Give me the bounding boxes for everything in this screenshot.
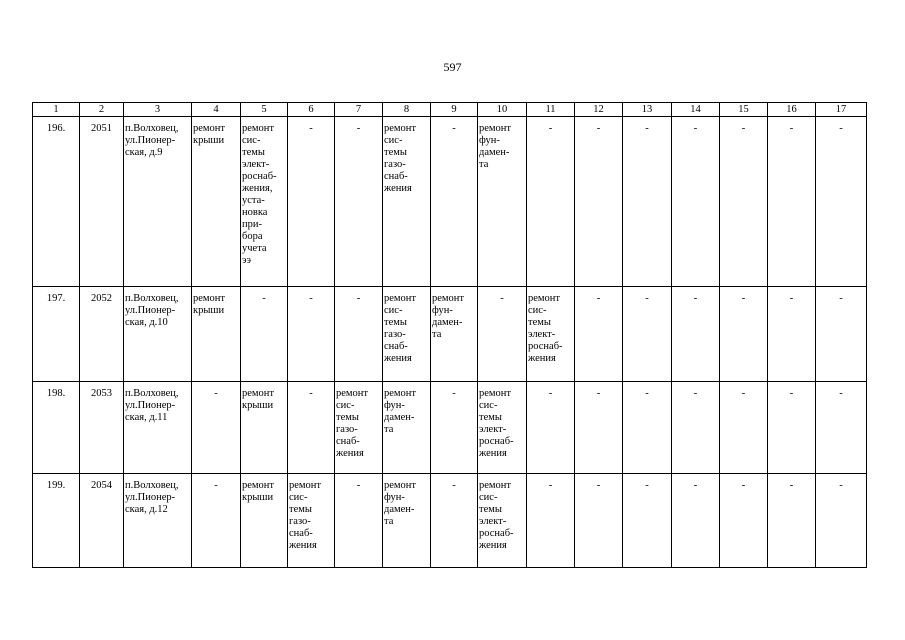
table-cell xyxy=(33,382,80,474)
table-cell xyxy=(335,287,383,382)
table-cell xyxy=(288,287,335,382)
cell-text: - xyxy=(693,123,698,134)
cell-text: - xyxy=(693,388,698,399)
table-cell xyxy=(478,474,527,568)
table-cell xyxy=(431,382,478,474)
column-header: 14 xyxy=(672,103,720,117)
column-header: 16 xyxy=(768,103,816,117)
table-cell xyxy=(816,382,867,474)
cell-text: - xyxy=(500,293,504,304)
table-cell xyxy=(527,382,575,474)
cell-text: - xyxy=(789,123,794,134)
table-cell xyxy=(288,382,335,474)
table-row xyxy=(33,287,867,382)
cell-text: ремонт сис- темы газо- снаб- жения xyxy=(384,293,417,364)
table-cell xyxy=(768,474,816,568)
column-header: 8 xyxy=(383,103,431,117)
cell-text: - xyxy=(789,388,794,399)
table-cell xyxy=(80,474,124,568)
table-cell xyxy=(623,474,672,568)
cell-text: - xyxy=(741,123,746,134)
cell-text: - xyxy=(596,123,601,134)
table-cell xyxy=(720,287,768,382)
header-row xyxy=(33,103,867,117)
table-cell xyxy=(335,474,383,568)
cell-text: - xyxy=(645,123,649,134)
table-cell xyxy=(575,474,623,568)
cell-text: - xyxy=(214,480,218,491)
cell-text: - xyxy=(356,123,361,134)
table-cell xyxy=(816,287,867,382)
cell-text: - xyxy=(839,480,843,491)
table-cell xyxy=(33,474,80,568)
cell-text: 198. xyxy=(46,388,66,399)
cell-text: 199. xyxy=(46,480,66,491)
table-cell xyxy=(575,117,623,287)
table-cell xyxy=(816,474,867,568)
cell-text: 2051 xyxy=(91,123,112,134)
cell-text: - xyxy=(741,388,746,399)
table-cell xyxy=(241,474,288,568)
column-header: 9 xyxy=(431,103,478,117)
table-cell xyxy=(383,382,431,474)
cell-text: - xyxy=(693,480,698,491)
cell-text: ремонт сис- темы газо- снаб- жения xyxy=(384,123,417,194)
cell-text: - xyxy=(309,123,313,134)
cell-text: - xyxy=(693,293,698,304)
cell-text: - xyxy=(789,293,794,304)
table-cell xyxy=(335,117,383,287)
table-cell xyxy=(33,117,80,287)
cell-text: - xyxy=(645,388,649,399)
column-header: 11 xyxy=(527,103,575,117)
cell-text: - xyxy=(596,388,601,399)
table-cell xyxy=(527,287,575,382)
cell-text: - xyxy=(452,388,456,399)
table-cell xyxy=(816,117,867,287)
table-cell xyxy=(672,382,720,474)
table-cell xyxy=(241,287,288,382)
cell-text: - xyxy=(596,293,601,304)
cell-text: ремонт фун- дамен- та xyxy=(432,293,465,340)
table-cell xyxy=(192,117,241,287)
table-cell xyxy=(720,117,768,287)
table-cell xyxy=(431,474,478,568)
table-cell xyxy=(383,117,431,287)
table-cell xyxy=(478,382,527,474)
cell-text: 2052 xyxy=(91,293,112,304)
work-schedule-table xyxy=(32,102,867,568)
cell-text: - xyxy=(309,388,313,399)
table-cell xyxy=(478,287,527,382)
table-cell xyxy=(192,287,241,382)
table-cell xyxy=(383,474,431,568)
column-header: 5 xyxy=(241,103,288,117)
table-cell xyxy=(124,117,192,287)
cell-text: - xyxy=(645,293,649,304)
column-header: 1 xyxy=(33,103,80,117)
table-row xyxy=(33,382,867,474)
cell-text: - xyxy=(839,123,843,134)
cell-text: - xyxy=(596,480,601,491)
column-header: 6 xyxy=(288,103,335,117)
cell-text: - xyxy=(789,480,794,491)
cell-text: ремонт сис- темы элект- роснаб- жения xyxy=(528,293,563,364)
table-cell xyxy=(80,287,124,382)
cell-text: 196. xyxy=(46,123,66,134)
cell-text: - xyxy=(548,388,553,399)
table-cell xyxy=(288,474,335,568)
table-cell xyxy=(383,287,431,382)
table-cell xyxy=(623,382,672,474)
column-header: 2 xyxy=(80,103,124,117)
cell-text: - xyxy=(741,293,746,304)
cell-text: ремонт крыши xyxy=(193,293,226,316)
cell-text: - xyxy=(548,123,553,134)
table-cell xyxy=(527,117,575,287)
cell-text: ремонт сис- темы газо- снаб- жения xyxy=(289,480,322,551)
cell-text: ремонт сис- темы элект- роснаб- жения, уста- новка при- бора учета ээ xyxy=(242,123,277,266)
cell-text: ремонт крыши xyxy=(242,388,275,411)
cell-text: ремонт сис- темы газо- снаб- жения xyxy=(336,388,369,459)
cell-text: 197. xyxy=(46,293,66,304)
table-cell xyxy=(33,287,80,382)
cell-text: - xyxy=(452,123,456,134)
table-row xyxy=(33,474,867,568)
table-cell xyxy=(768,287,816,382)
table-cell xyxy=(768,382,816,474)
table-cell xyxy=(672,117,720,287)
cell-text: - xyxy=(214,388,218,399)
cell-text: 2054 xyxy=(91,480,112,491)
cell-text: - xyxy=(741,480,746,491)
table-cell xyxy=(672,474,720,568)
cell-text: ремонт фун- дамен- та xyxy=(479,123,512,170)
column-header: 13 xyxy=(623,103,672,117)
cell-text: п.Волховец, ул.Пионер- ская, д.12 xyxy=(125,480,179,515)
cell-text: ремонт сис- темы элект- роснаб- жения xyxy=(479,388,514,459)
table-cell xyxy=(124,382,192,474)
column-header: 17 xyxy=(816,103,867,117)
cell-text: - xyxy=(356,293,361,304)
cell-text: п.Волховец, ул.Пионер- ская, д.11 xyxy=(125,388,179,423)
table-row xyxy=(33,117,867,287)
table-cell xyxy=(478,117,527,287)
table-cell xyxy=(527,474,575,568)
table-cell xyxy=(431,117,478,287)
table-cell xyxy=(575,382,623,474)
table-cell xyxy=(623,287,672,382)
cell-text: - xyxy=(645,480,649,491)
cell-text: ремонт крыши xyxy=(193,123,226,146)
table-cell xyxy=(720,382,768,474)
table-cell xyxy=(192,474,241,568)
column-header: 15 xyxy=(720,103,768,117)
cell-text: ремонт крыши xyxy=(242,480,275,503)
column-header: 7 xyxy=(335,103,383,117)
column-header: 3 xyxy=(124,103,192,117)
table-cell xyxy=(720,474,768,568)
table-cell xyxy=(241,382,288,474)
table-cell xyxy=(335,382,383,474)
page-number: 597 xyxy=(443,60,462,74)
cell-text: - xyxy=(452,480,456,491)
table-cell xyxy=(672,287,720,382)
cell-text: п.Волховец, ул.Пионер- ская, д.9 xyxy=(125,123,179,158)
cell-text: п.Волховец, ул.Пионер- ская, д.10 xyxy=(125,293,179,328)
table-cell xyxy=(80,117,124,287)
cell-text: - xyxy=(262,293,266,304)
table-cell xyxy=(431,287,478,382)
table-cell xyxy=(623,117,672,287)
column-header: 10 xyxy=(478,103,527,117)
table-cell xyxy=(575,287,623,382)
column-header: 4 xyxy=(192,103,241,117)
cell-text: - xyxy=(839,388,843,399)
table-cell xyxy=(124,287,192,382)
table-cell xyxy=(768,117,816,287)
cell-text: - xyxy=(356,480,361,491)
cell-text: 2053 xyxy=(91,388,112,399)
table-cell xyxy=(124,474,192,568)
column-header: 12 xyxy=(575,103,623,117)
table-cell xyxy=(288,117,335,287)
cell-text: ремонт фун- дамен- та xyxy=(384,388,417,435)
cell-text: ремонт сис- темы элект- роснаб- жения xyxy=(479,480,514,551)
cell-text: ремонт фун- дамен- та xyxy=(384,480,417,527)
table-cell xyxy=(80,382,124,474)
table-cell xyxy=(241,117,288,287)
cell-text: - xyxy=(309,293,313,304)
cell-text: - xyxy=(548,480,553,491)
table-cell xyxy=(192,382,241,474)
cell-text: - xyxy=(839,293,843,304)
